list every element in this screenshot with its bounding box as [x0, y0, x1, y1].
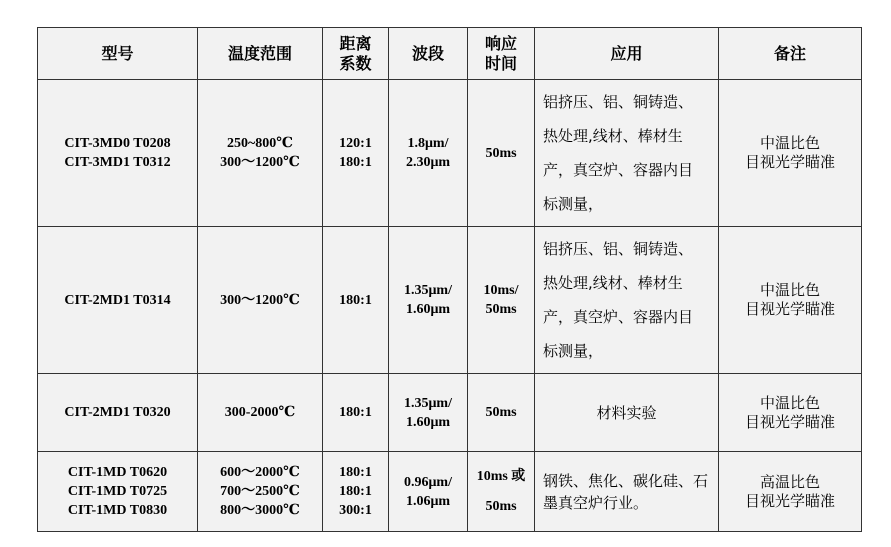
- header-temp-range: 温度范围: [198, 28, 323, 80]
- spec-table-container: [37, 27, 862, 532]
- cell-application: 材料实验: [535, 374, 719, 452]
- cell-notes: 高温比色 目视光学瞄准: [719, 452, 862, 532]
- header-notes: 备注: [719, 28, 862, 80]
- cell-distance: 180:1 180:1 300:1: [323, 452, 389, 532]
- header-response: 响应 时间: [468, 28, 535, 80]
- cell-model: CIT-2MD1 T0320: [38, 374, 198, 452]
- cell-distance: 180:1: [323, 374, 389, 452]
- header-model: 型号: [38, 28, 198, 80]
- table-row: [38, 374, 862, 452]
- cell-model: CIT-3MD0 T0208 CIT-3MD1 T0312: [38, 80, 198, 227]
- cell-notes: 中温比色 目视光学瞄准: [719, 80, 862, 227]
- header-distance: 距离 系数: [323, 28, 389, 80]
- cell-application: 铝挤压、铝、铜铸造、 热处理,线材、棒材生 产，真空炉、容器内目 标测量，: [535, 227, 719, 374]
- cell-notes: 中温比色 目视光学瞄准: [719, 227, 862, 374]
- cell-distance: 180:1: [323, 227, 389, 374]
- cell-band: 0.96μm/ 1.06μm: [389, 452, 468, 532]
- cell-distance: 120:1 180:1: [323, 80, 389, 227]
- cell-notes: 中温比色 目视光学瞄准: [719, 374, 862, 452]
- header-application: 应用: [535, 28, 719, 80]
- table-row: [38, 80, 862, 227]
- cell-temp: 300～1200℃: [198, 227, 323, 374]
- cell-band: 1.35μm/ 1.60μm: [389, 227, 468, 374]
- spec-table: [37, 27, 862, 532]
- cell-temp: 250~800℃ 300～1200℃: [198, 80, 323, 227]
- header-band: 波段: [389, 28, 468, 80]
- cell-response: 50ms: [468, 80, 535, 227]
- table-row: [38, 452, 862, 532]
- cell-response: 10ms 或 50ms: [468, 452, 535, 532]
- header-row: [38, 28, 862, 80]
- cell-response: 10ms/ 50ms: [468, 227, 535, 374]
- cell-model: CIT-1MD T0620 CIT-1MD T0725 CIT-1MD T0830: [38, 452, 198, 532]
- table-row: [38, 227, 862, 374]
- cell-response: 50ms: [468, 374, 535, 452]
- cell-model: CIT-2MD1 T0314: [38, 227, 198, 374]
- cell-band: 1.8μm/ 2.30μm: [389, 80, 468, 227]
- cell-application: 铝挤压、铝、铜铸造、 热处理,线材、棒材生 产，真空炉、容器内目 标测量，: [535, 80, 719, 227]
- cell-temp: 600～2000℃ 700～2500℃ 800～3000℃: [198, 452, 323, 532]
- cell-application: 钢铁、焦化、碳化硅、石 墨真空炉行业。: [535, 452, 719, 532]
- cell-band: 1.35μm/ 1.60μm: [389, 374, 468, 452]
- cell-temp: 300-2000℃: [198, 374, 323, 452]
